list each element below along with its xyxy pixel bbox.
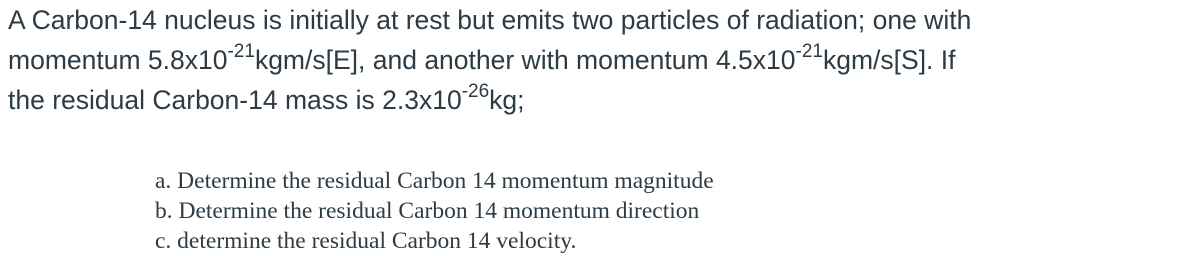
residual-mass-text: the residual Carbon-14 mass is 2.3x10 — [8, 85, 462, 115]
south-momentum-text: kgm/s[E], and another with momentum 4.5x10 — [254, 45, 796, 75]
south-momentum-exponent: -21 — [795, 41, 823, 63]
problem-line-2 — [8, 40, 1193, 80]
question-b: b. Determine the residual Carbon 14 momentum direction — [155, 198, 700, 224]
residual-mass-unit: kg; — [489, 85, 525, 115]
problem-line-1: A Carbon-14 nucleus is initially at rest but emits two particles of radiation; one with — [8, 5, 972, 35]
east-momentum-text: momentum 5.8x10 — [8, 45, 228, 75]
question-c: c. determine the residual Carbon 14 velocity. — [155, 228, 577, 254]
problem-line-3 — [8, 80, 1193, 120]
question-list — [155, 166, 714, 256]
east-momentum-exponent: -21 — [227, 41, 255, 63]
problem-statement — [8, 0, 1193, 120]
residual-mass-exponent: -26 — [461, 81, 490, 103]
south-momentum-unit: kgm/s[S]. If — [822, 45, 956, 75]
question-a: a. Determine the residual Carbon 14 momentum magnitude — [155, 168, 714, 194]
